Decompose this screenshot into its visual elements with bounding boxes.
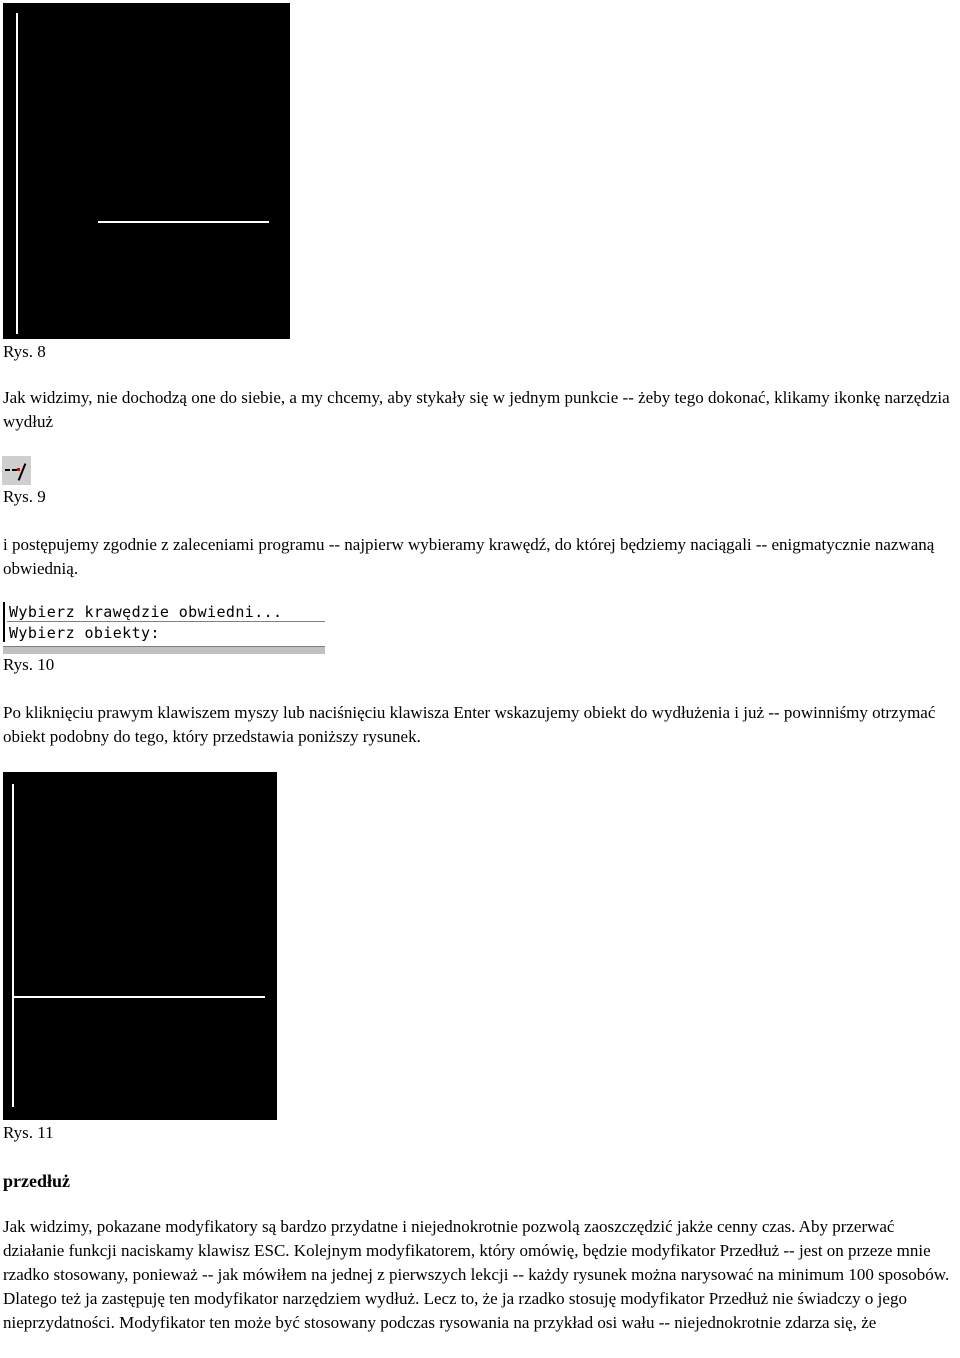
vertical-line xyxy=(12,784,14,1107)
figure-rys-8 xyxy=(3,3,290,339)
section-heading-przedluz: przedłuż xyxy=(3,1171,70,1191)
vertical-line xyxy=(16,13,18,334)
paragraph-3: Po kliknięciu prawym klawiszem myszy lub naciśnięciu klawisza Enter wskazujemy obiekt do wydłużenia i już -- powinniśmy otrzymać obiekt podobny do tego, który przedstawia poniższy rysunek. xyxy=(3,703,936,746)
caption-rys-9: Rys. 9 xyxy=(3,487,46,506)
paragraph-2: i postępujemy zgodnie z zaleceniami programu -- najpierw wybieramy krawędź, do której będziemy naciągali -- enigmatycznie nazwaną obwiednią. xyxy=(3,535,935,578)
command-line-scrollbar[interactable] xyxy=(3,646,325,654)
paragraph-4: Jak widzimy, pokazane modyfikatory są bardzo przydatne i niejednokrotnie pozwolą zaoszczędzić jakże cenny czas. Aby przerwać działanie funkcji naciskamy klawisz ESC. Kolejnym modyfikatorem, który omówię, będzie modyfikator Przedłuż -- jest on przeze mnie rzadko stosowany, ponieważ -- jak mówiłem na jednej z pierwszych lekcji -- każdy rysunek można narysować na minimum 100 sposobów. Dlatego też ja zastępuję ten modyfikator narzędziem wydłuż. Lecz to, że ja rzadko stosuję modyfikator Przedłuż nie świadczy o jego nieprzydatności. Modyfikator ten może być stosowany podczas rysowania na przykład osi wału -- niejednokrotnie zdarza się, że xyxy=(3,1217,950,1332)
prompt-line-2: Wybierz obiekty: xyxy=(9,624,160,642)
prompt-line-1: Wybierz krawędzie obwiedni... xyxy=(9,603,283,621)
extend-tool-icon xyxy=(2,456,31,485)
command-line-prompt xyxy=(3,602,325,654)
horizontal-line xyxy=(98,221,269,223)
caption-rys-10: Rys. 10 xyxy=(3,655,55,674)
horizontal-line xyxy=(14,996,265,998)
caption-rys-8: Rys. 8 xyxy=(3,342,46,361)
paragraph-1: Jak widzimy, nie dochodzą one do siebie, a my chcemy, aby stykały się w jednym punkcie -- żeby tego dokonać, klikamy ikonkę narzędzia wydłuż xyxy=(3,388,950,431)
figure-rys-11 xyxy=(3,772,277,1120)
caption-rys-11: Rys. 11 xyxy=(3,1123,54,1142)
